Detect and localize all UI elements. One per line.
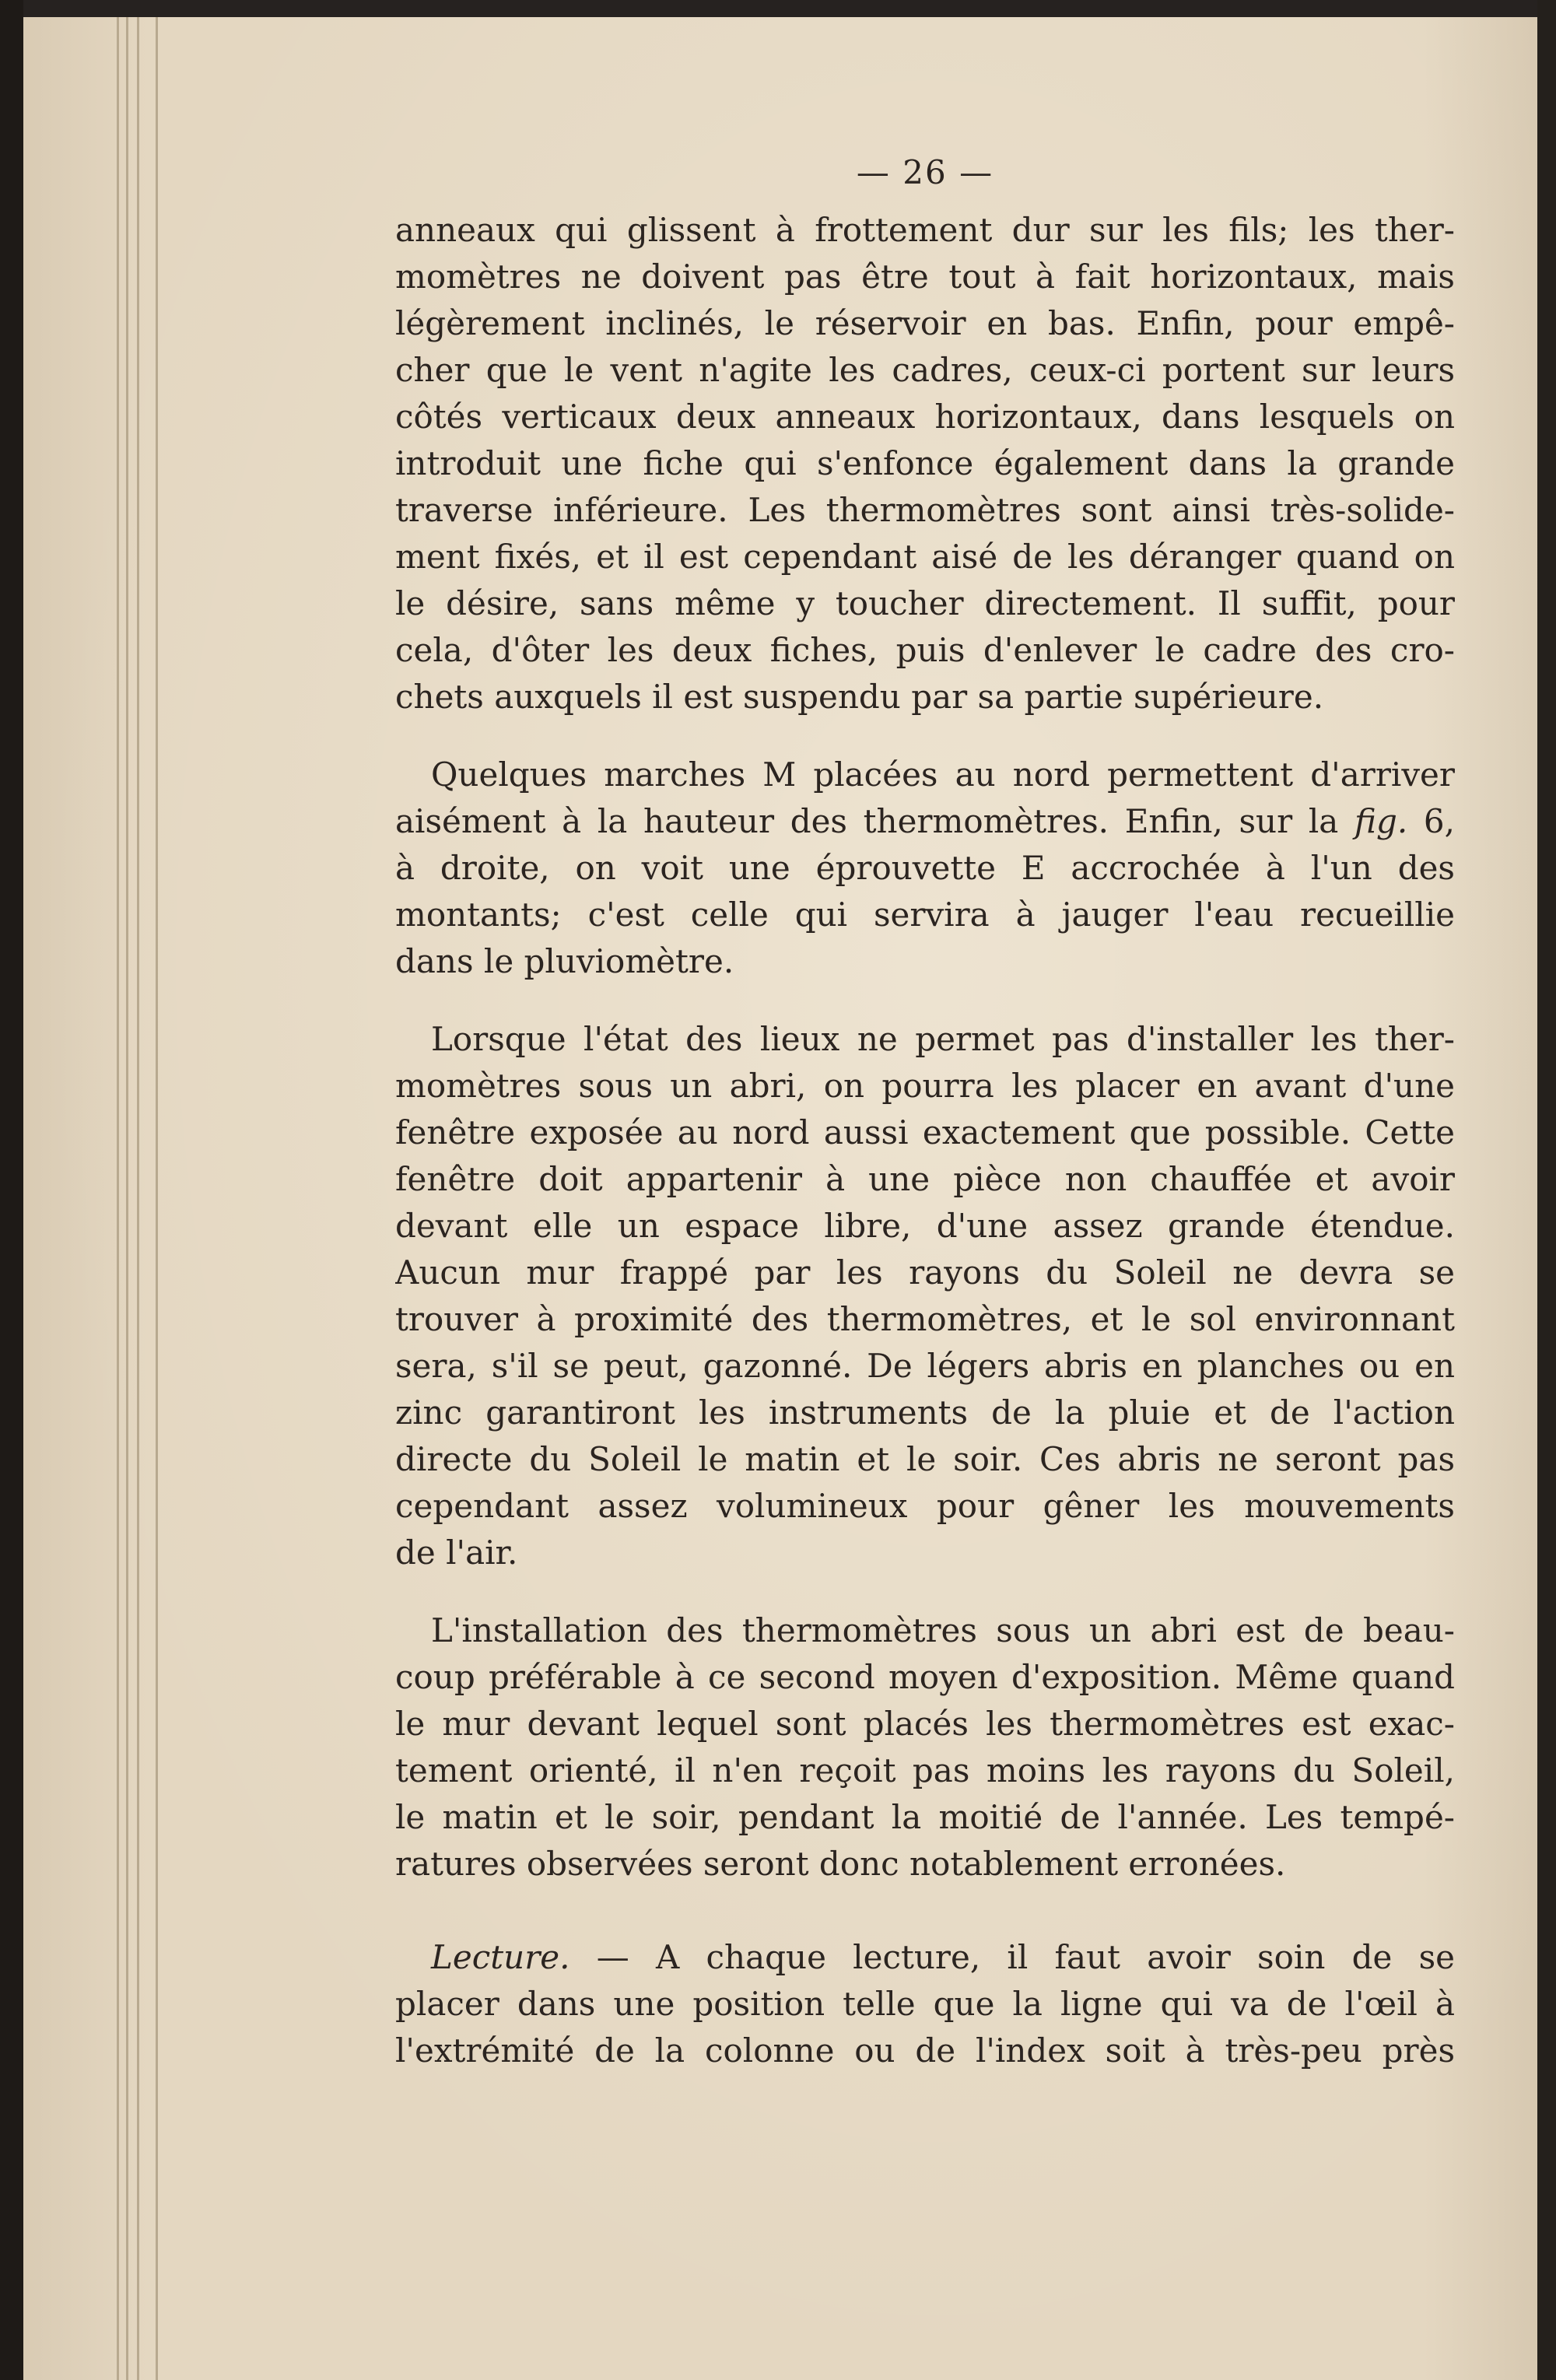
text-line: devant elle un espace libre, d'une assez grande étendue. (395, 1207, 1455, 1245)
text-line (395, 798, 1455, 845)
text-line: coup préférable à ce second moyen d'exposition. Même quand (395, 1658, 1455, 1696)
text-line: l'extrémité de la colonne ou de l'index soit à très-peu près (395, 2031, 1455, 2070)
text-run: 6, (1407, 802, 1455, 840)
page-edge-line (126, 17, 128, 2380)
text-line: L'installation des thermomètres sous un abri est de beau- (431, 1611, 1455, 1649)
text-line: directe du Soleil le matin et le soir. Ces abris ne seront pas (395, 1440, 1455, 1478)
page-text (395, 149, 1455, 2074)
text-line: cher que le vent n'agite les cadres, ceux-ci portent sur leurs (395, 351, 1455, 389)
book-page (23, 17, 1537, 2380)
paragraph (395, 207, 1455, 720)
section-heading: Lecture. (431, 1938, 570, 1976)
text-line: chets auxquels il est suspendu par sa partie supérieure. (395, 678, 1324, 716)
text-line: introduit une fiche qui s'enfonce également dans la grande (395, 444, 1455, 482)
page-edge-line (117, 17, 119, 2380)
page-edge-line (137, 17, 139, 2380)
text-line: ratures observées seront donc notablement erronées. (395, 1845, 1286, 1883)
text-line (395, 1934, 1455, 1981)
text-line: ment fixés, et il est cependant aisé de les déranger quand on (395, 538, 1455, 576)
paragraph (395, 1934, 1455, 2074)
text-line: tement orienté, il n'en reçoit pas moins les rayons du Soleil, (395, 1751, 1455, 1789)
text-line: dans le pluviomètre. (395, 942, 734, 980)
text-line: Aucun mur frappé par les rayons du Soleil ne devra se (395, 1253, 1455, 1292)
paragraph (395, 1607, 1455, 1888)
text-line: cela, d'ôter les deux fiches, puis d'enlever le cadre des cro- (395, 631, 1455, 669)
text-line: le désire, sans même y toucher directement. Il suffit, pour (395, 584, 1455, 622)
text-line: zinc garantiront les instruments de la pluie et de l'action (395, 1393, 1455, 1432)
figure-reference: fig. (1354, 802, 1408, 840)
text-line: cependant assez volumineux pour gêner les mouvements (395, 1487, 1455, 1525)
text-line: Lorsque l'état des lieux ne permet pas d'installer les ther- (431, 1020, 1455, 1058)
page-edge-line (156, 17, 158, 2380)
text-line: le matin et le soir, pendant la moitié de l'année. Les tempé- (395, 1798, 1455, 1836)
text-run: aisément à la hauteur des thermomètres. Enfin, sur la (395, 802, 1354, 840)
text-line: trouver à proximité des thermomètres, et le sol environnant (395, 1300, 1455, 1338)
text-line: côtés verticaux deux anneaux horizontaux, dans lesquels on (395, 398, 1455, 436)
text-line: de l'air. (395, 1534, 518, 1572)
text-line: fenêtre exposée au nord aussi exactement que possible. Cette (395, 1113, 1455, 1151)
text-line: momètres ne doivent pas être tout à fait horizontaux, mais (395, 258, 1455, 296)
text-line: fenêtre doit appartenir à une pièce non chauffée et avoir (395, 1160, 1455, 1198)
text-line: le mur devant lequel sont placés les thermomètres est exac- (395, 1705, 1455, 1743)
text-line: à droite, on voit une éprouvette E accrochée à l'un des (395, 849, 1455, 887)
text-line: anneaux qui glissent à frottement dur sur les fils; les ther- (395, 211, 1455, 249)
text-line: placer dans une position telle que la ligne qui va de l'œil à (395, 1985, 1455, 2023)
text-line: Quelques marches M placées au nord permettent d'arriver (431, 755, 1455, 794)
scan-border-left (0, 0, 23, 2380)
paragraph (395, 1016, 1455, 1576)
text-line: momètres sous un abri, on pourra les placer en avant d'une (395, 1067, 1455, 1105)
paragraph (395, 752, 1455, 985)
text-run: — A chaque lecture, il faut avoir soin de se (569, 1938, 1455, 1976)
page-number: — 26 — (856, 153, 994, 191)
text-line: traverse inférieure. Les thermomètres sont ainsi très-solide- (395, 491, 1455, 529)
scan-border-top (0, 0, 1556, 17)
text-line: sera, s'il se peut, gazonné. De légers abris en planches ou en (395, 1347, 1455, 1385)
scan-border-right (1537, 0, 1556, 2380)
text-line: montants; c'est celle qui servira à jauger l'eau recueillie (395, 896, 1455, 934)
text-line: légèrement inclinés, le réservoir en bas. Enfin, pour empê- (395, 304, 1455, 342)
